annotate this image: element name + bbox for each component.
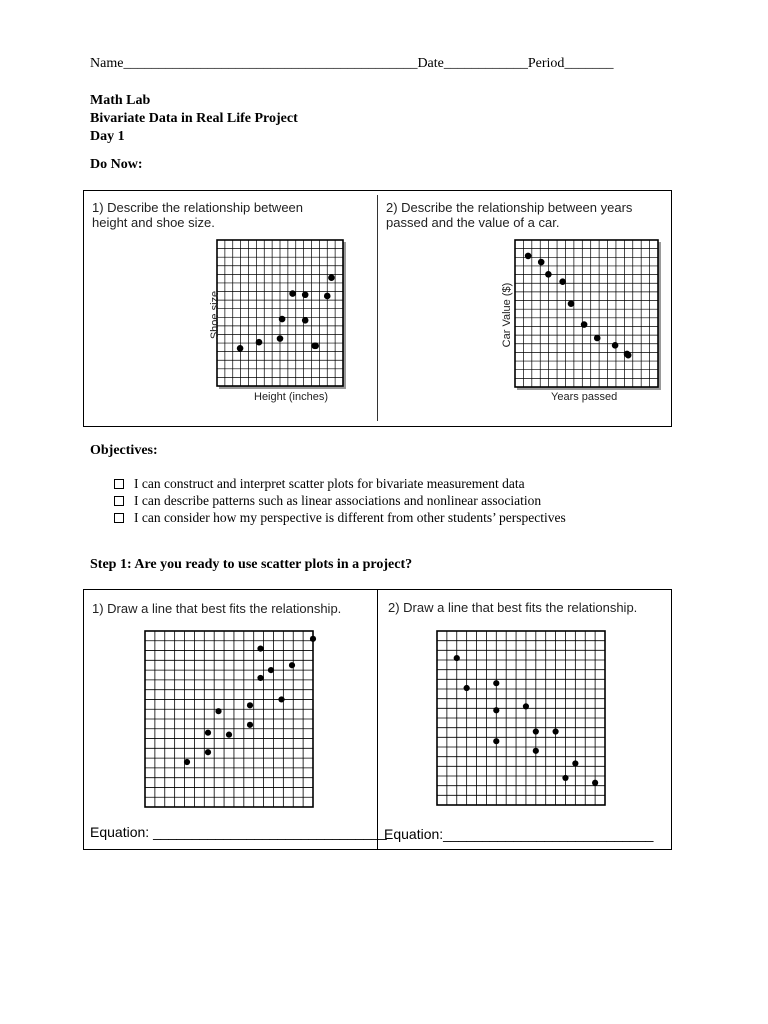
do-now-heading: Do Now: <box>90 157 143 172</box>
checkbox-icon[interactable] <box>114 479 124 489</box>
chart2-ylabel: Car Value ($) <box>501 282 513 348</box>
objective-text: I can consider how my perspective is different from other students’ perspectives <box>134 510 566 525</box>
data-point <box>594 335 601 342</box>
data-point <box>324 293 331 300</box>
data-point <box>247 702 253 708</box>
equation-label: Equation: <box>384 826 444 842</box>
do-now-box <box>83 190 672 427</box>
data-point <box>302 291 309 298</box>
equation-label: Equation: <box>90 824 150 840</box>
data-point <box>215 708 221 714</box>
title-line-2: Bivariate Data in Real Life Project <box>90 111 298 126</box>
chart2-xlabel: Years passed <box>551 391 618 403</box>
date-label: Date <box>417 56 444 71</box>
period-label: Period <box>527 56 565 71</box>
data-point <box>257 646 263 652</box>
step1-box <box>83 589 672 850</box>
step1-divider <box>377 590 378 849</box>
data-point <box>562 775 568 781</box>
data-point <box>312 343 319 350</box>
data-point <box>205 730 211 736</box>
data-point <box>184 759 190 765</box>
title-line-3: Day 1 <box>90 129 125 144</box>
date-blank[interactable]: ____________ <box>443 56 528 71</box>
title-line-1: Math Lab <box>90 93 151 108</box>
step1-q1-equation[interactable] <box>90 824 387 840</box>
do-now-q2-prompt-line2: passed and the value of a car. <box>386 215 560 230</box>
data-point <box>572 760 578 766</box>
data-point <box>256 339 263 346</box>
do-now-q1-prompt-line2: height and shoe size. <box>92 215 215 230</box>
objective-item <box>112 509 566 526</box>
data-point <box>328 274 335 281</box>
period-blank[interactable]: _______ <box>564 56 614 71</box>
data-point <box>464 685 470 691</box>
checkbox-icon[interactable] <box>114 513 124 523</box>
objectives-list <box>112 475 566 526</box>
data-point <box>581 321 588 328</box>
data-point <box>625 352 632 359</box>
data-point <box>568 300 575 307</box>
data-point <box>226 732 232 738</box>
height-shoe-scatter-chart <box>217 240 345 388</box>
step1-scatter-chart-2 <box>437 631 607 807</box>
data-point <box>592 780 598 786</box>
objective-text: I can construct and interpret scatter plots for bivariate measurement data <box>134 476 525 491</box>
step1-q2-prompt: 2) Draw a line that best fits the relationship. <box>388 600 638 615</box>
step1-q1-prompt: 1) Draw a line that best fits the relationship. <box>92 601 342 616</box>
data-point <box>545 271 552 278</box>
title-block <box>90 92 298 146</box>
car-value-scatter-chart <box>515 240 660 389</box>
objectives-heading: Objectives: <box>90 443 158 458</box>
objective-item <box>112 492 566 509</box>
data-point <box>257 675 263 681</box>
data-point <box>279 316 286 323</box>
data-point <box>277 335 284 342</box>
data-point <box>525 253 532 260</box>
data-point <box>247 722 253 728</box>
step1-q2-equation[interactable] <box>384 826 653 842</box>
grid-frame <box>515 240 658 387</box>
data-point <box>310 636 316 642</box>
data-point <box>278 696 284 702</box>
chart1-ylabel: Shoe size <box>209 290 221 340</box>
step1-scatter-chart-1 <box>145 631 315 809</box>
header-line <box>90 56 613 72</box>
data-point <box>454 655 460 661</box>
step1-heading: Step 1: Are you ready to use scatter plots in a project? <box>90 557 413 572</box>
objective-item <box>112 475 566 492</box>
chart1-xlabel: Height (inches) <box>254 391 328 403</box>
do-now-q1-prompt <box>92 200 303 230</box>
data-point <box>612 342 619 349</box>
data-point <box>533 728 539 734</box>
do-now-q2-prompt-line1: 2) Describe the relationship between years <box>386 200 633 215</box>
data-point <box>493 738 499 744</box>
data-point <box>268 667 274 673</box>
do-now-q1-prompt-line1: 1) Describe the relationship between <box>92 200 304 215</box>
data-point <box>523 703 529 709</box>
data-point <box>559 278 566 285</box>
objective-text: I can describe patterns such as linear associations and nonlinear association <box>134 493 542 508</box>
data-point <box>205 749 211 755</box>
data-point <box>289 290 296 297</box>
data-point <box>533 748 539 754</box>
checkbox-icon[interactable] <box>114 496 124 506</box>
data-point <box>493 680 499 686</box>
data-point <box>237 345 244 352</box>
data-point <box>493 707 499 713</box>
data-point <box>289 662 295 668</box>
data-point <box>302 317 309 324</box>
data-point <box>538 259 545 266</box>
equation-blank[interactable]: ______________________________ <box>153 824 387 840</box>
do-now-divider <box>377 195 378 421</box>
do-now-q2-prompt <box>386 200 632 230</box>
equation-blank[interactable]: ___________________________ <box>443 826 654 842</box>
name-label: Name <box>90 56 124 71</box>
name-blank[interactable]: __________________________________________ <box>123 56 418 71</box>
data-point <box>552 728 558 734</box>
